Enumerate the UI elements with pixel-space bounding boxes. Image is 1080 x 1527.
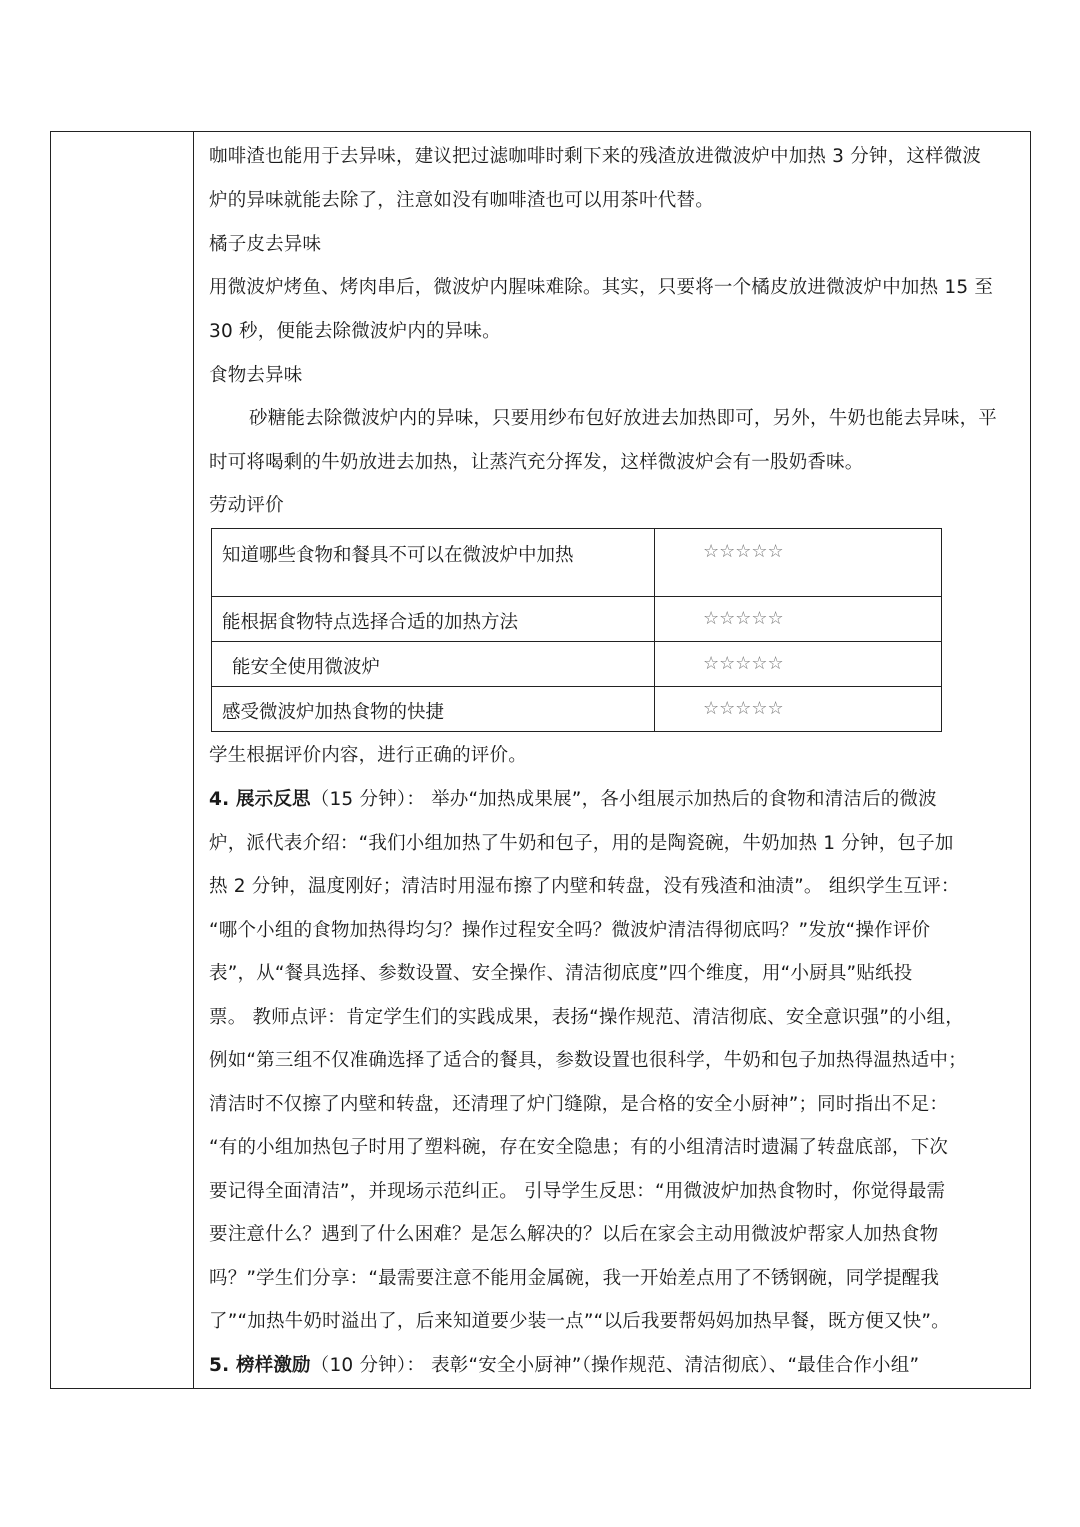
section5-line1 — [209, 1344, 919, 1387]
star-rating: ☆☆☆☆☆ — [655, 642, 942, 687]
section4-line: 热 2 分钟，温度刚好；清洁时用湿布擦了内壁和转盘，没有残渣和油渍”。 组织学生互评： — [209, 876, 960, 897]
section4-line: 吗？”学生们分享：“最需要注意不能用金属碗，我一开始差点用了不锈钢碗，同学提醒我 — [209, 1268, 940, 1289]
section4-line: 票。 教师点评：肯定学生们的实践成果，表扬“操作规范、清洁彻底、安全意识强”的小组， — [209, 1007, 964, 1028]
section4-line: “有的小组加热包子时用了塑料碗，存在安全隐患；有的小组清洁时遗漏了转盘底部，下次 — [209, 1137, 949, 1158]
heading-labor-evaluation: 劳动评价 — [209, 495, 284, 516]
paragraph-orange-line2: 30 秒，便能去除微波炉内的异味。 — [209, 321, 501, 342]
document-table — [50, 131, 1031, 1389]
criterion-label: 能安全使用微波炉 — [212, 642, 655, 687]
section4-line1-text: （15 分钟）： 举办“加热成果展”，各小组展示加热后的食物和清洁后的微波 — [310, 789, 937, 810]
star-rating: ☆☆☆☆☆ — [655, 597, 942, 642]
criterion-label: 感受微波炉加热食物的快捷 — [212, 687, 655, 732]
table-row — [212, 642, 942, 687]
section4-line: 要注意什么？遇到了什么困难？是怎么解决的？以后在家会主动用微波炉帮家人加热食物 — [209, 1224, 939, 1245]
section4-line: “哪个小组的食物加热得均匀？操作过程安全吗？微波炉清洁得彻底吗？”发放“操作评价 — [209, 920, 931, 941]
paragraph-coffee-line1: 咖啡渣也能用于去异味，建议把过滤咖啡时剩下来的残渣放进微波炉中加热 3 分钟，这样微波 — [209, 146, 982, 167]
star-rating: ☆☆☆☆☆ — [655, 687, 942, 732]
paragraph-food-line2: 时可将喝剩的牛奶放进去加热，让蒸汽充分挥发，这样微波炉会有一股奶香味。 — [209, 452, 864, 473]
table-row — [212, 597, 942, 642]
section5-line1-text: （10 分钟）： 表彰“安全小厨神”（操作规范、清洁彻底）、“最佳合作小组” — [310, 1355, 920, 1376]
section4-line: 炉，派代表介绍：“我们小组加热了牛奶和包子，用的是陶瓷碗，牛奶加热 1 分钟，包子加 — [209, 833, 954, 854]
section4-line: 了”“加热牛奶时溢出了，后来知道要少装一点”“以后我要帮妈妈加热早餐，既方便又快”。 — [209, 1311, 950, 1332]
paragraph-food-line1: 砂糖能去除微波炉内的异味，只要用纱布包好放进去加热即可，另外，牛奶也能去异味，平 — [249, 408, 998, 429]
section4-heading: 4. 展示反思 — [209, 789, 311, 810]
heading-orange-peel: 橘子皮去异味 — [209, 234, 322, 255]
column-divider — [193, 132, 194, 1388]
section4-line: 表”，从“餐具选择、参数设置、安全操作、清洁彻底度”四个维度，用“小厨具”贴纸投 — [209, 963, 913, 984]
section4-line1 — [209, 778, 937, 821]
star-rating: ☆☆☆☆☆ — [655, 529, 942, 597]
heading-food: 食物去异味 — [209, 365, 303, 386]
paragraph-after-table: 学生根据评价内容，进行正确的评价。 — [209, 745, 527, 766]
paragraph-orange-line1: 用微波炉烤鱼、烤肉串后，微波炉内腥味难除。其实，只要将一个橘皮放进微波炉中加热 15 至 — [209, 277, 994, 298]
evaluation-table — [211, 528, 942, 732]
table-row — [212, 529, 942, 597]
section4-line: 例如“第三组不仅准确选择了适合的餐具，参数设置也很科学，牛奶和包子加热得温热适中； — [209, 1050, 967, 1071]
table-row — [212, 687, 942, 732]
paragraph-coffee-line2: 炉的异味就能去除了，注意如没有咖啡渣也可以用茶叶代替。 — [209, 190, 714, 211]
section4-line: 清洁时不仅擦了内壁和转盘，还清理了炉门缝隙，是合格的安全小厨神”；同时指出不足： — [209, 1094, 949, 1115]
criterion-label: 知道哪些食物和餐具不可以在微波炉中加热 — [212, 529, 655, 597]
section5-heading: 5. 榜样激励 — [209, 1355, 311, 1376]
criterion-label: 能根据食物特点选择合适的加热方法 — [212, 597, 655, 642]
section4-line: 要记得全面清洁”，并现场示范纠正。 引导学生反思：“用微波炉加热食物时，你觉得最需 — [209, 1181, 946, 1202]
